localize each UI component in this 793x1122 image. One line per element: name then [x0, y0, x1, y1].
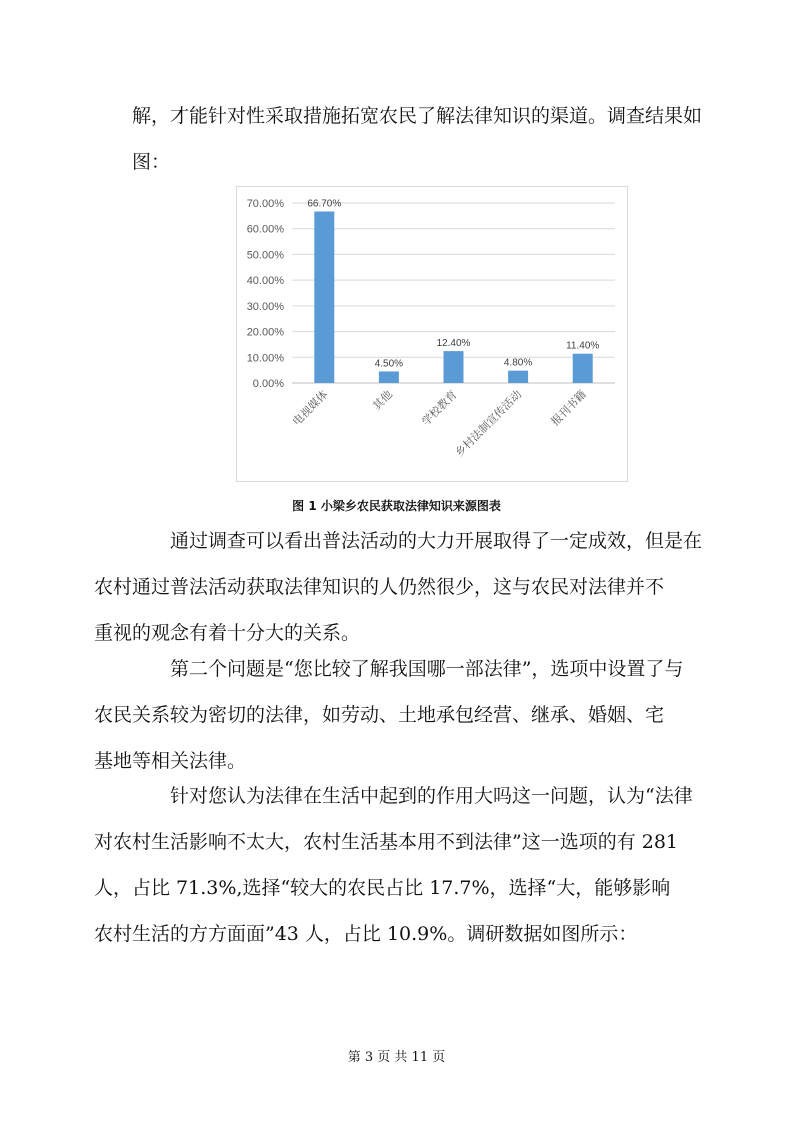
bar [314, 211, 334, 383]
y-tick-label: 20.00% [246, 326, 284, 339]
text-line: 图： [132, 151, 171, 173]
y-tick-label: 0.00% [252, 378, 284, 390]
bar [444, 351, 464, 383]
data-label: 4.50% [374, 358, 404, 370]
text-line: 针对您认为法律在生活中起到的作用大吗这一问题，认为“法律 [170, 785, 693, 807]
x-category-label: 其他 [370, 388, 396, 413]
x-category-label: 报刊书籍 [549, 388, 589, 429]
text-line: 通过调查可以看出普法活动的大力开展取得了一定成效，但是在 [170, 530, 703, 552]
text-line: 解，才能针对性采取措施拓宽农民了解法律知识的渠道。调查结果如 [132, 105, 703, 127]
y-tick-label: 10.00% [246, 352, 284, 365]
text-line: 第二个问题是“您比较了解我国哪一部法律”，选项中设置了与 [170, 658, 684, 680]
text-line: 农民关系较为密切的法律，如劳动、土地承包经营、继承、婚姻、宅 [94, 704, 665, 726]
figure-caption: 图 1 小梁乡农民获取法律知识来源图表 [292, 499, 501, 513]
data-label: 11.40% [566, 340, 600, 352]
bar-chart-frame [236, 186, 628, 482]
bar [379, 371, 399, 383]
y-tick-label: 50.00% [246, 249, 284, 262]
y-tick-label: 60.00% [246, 223, 284, 236]
text-line: 农村生活的方方面面”43 人，占比 10.9%。调研数据如图所示： [94, 923, 638, 945]
bar [508, 371, 528, 383]
text-line: 对农村生活影响不太大，农村生活基本用不到法律”这一选项的有 281 [94, 831, 679, 853]
x-category-label: 乡村法制宣传活动 [453, 388, 525, 460]
paragraph-survey-result [94, 518, 703, 656]
text-line: 人，占比 71.3%,选择“较大的农民占比 17.7%，选择“大，能够影响 [94, 877, 671, 899]
y-tick-label: 70.00% [246, 198, 284, 210]
y-tick-label: 30.00% [246, 300, 284, 313]
data-label: 4.80% [503, 357, 533, 369]
paragraph-law-role [94, 773, 698, 957]
bar [573, 354, 593, 383]
bar-chart [237, 187, 627, 481]
data-label: 66.70% [307, 198, 342, 210]
x-category-label: 电视媒体 [290, 388, 331, 429]
text-line: 农村通过普法活动获取法律知识的人仍然很少，这与农民对法律并不 [94, 576, 665, 598]
intro-paragraph [132, 93, 703, 185]
page-footer: 第 3 页 共 11 页 [347, 1050, 446, 1065]
text-line: 基地等相关法律。 [94, 750, 247, 772]
paragraph-second-question [94, 646, 698, 784]
text-line: 重视的观念有着十分大的关系。 [94, 622, 361, 644]
y-tick-label: 40.00% [246, 275, 284, 288]
data-label: 12.40% [436, 338, 471, 350]
x-category-label: 学校教育 [420, 388, 460, 429]
